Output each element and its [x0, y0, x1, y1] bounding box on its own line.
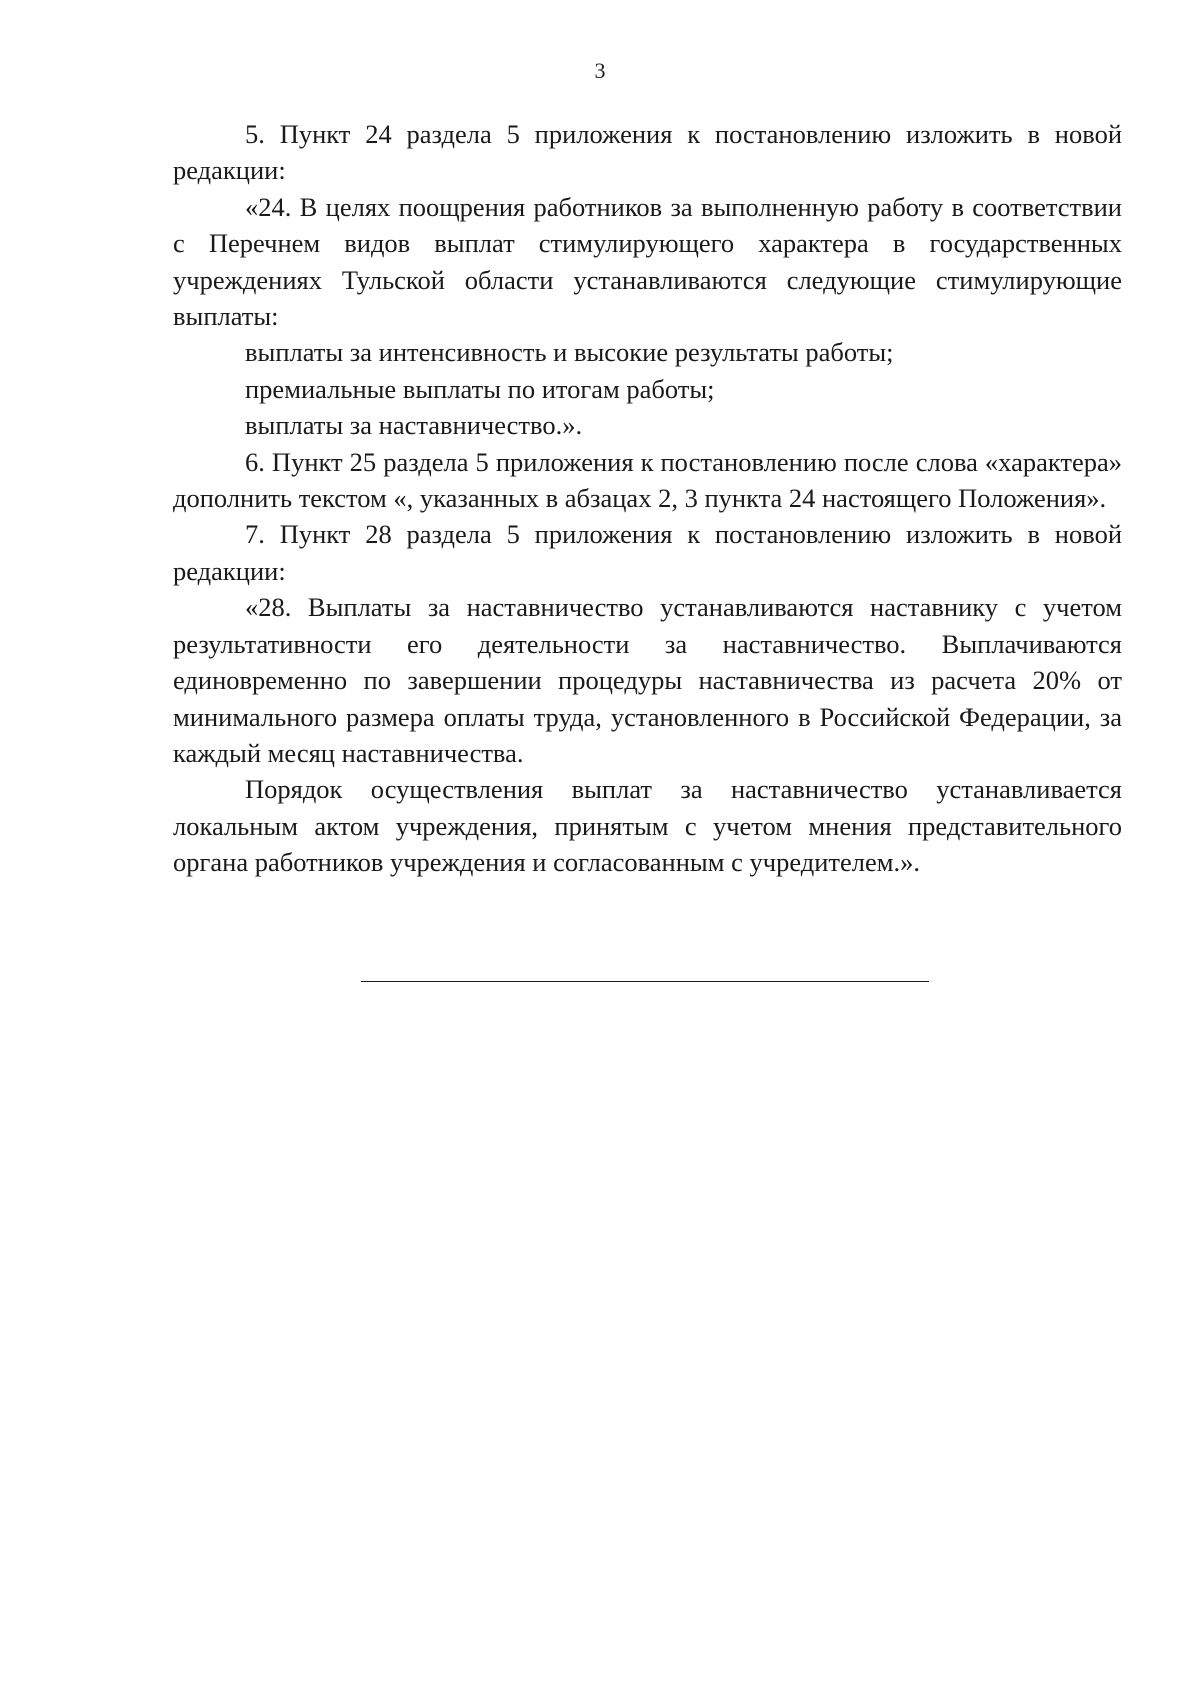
page-number: 3 [594, 58, 606, 83]
list-item-bonus-payments: премиальные выплаты по итогам работы; [245, 373, 715, 404]
paragraph-quote-28: «28. Выплаты за наставничество устанавливаются наставнику с учетом результативности его деятельности за наставничество. Выплачиваются единовременно по завершении процедуры наставничества из расчета 20% от минимального размера оплаты труда, установленного в Российской Федерации, за каждый месяц наставничества. [173, 592, 1122, 768]
list-item-intensity-payments: выплаты за интенсивность и высокие результаты работы; [245, 337, 894, 368]
paragraph-item-6: 6. Пункт 25 раздела 5 приложения к постановлению после слова «характера» дополнить текстом «, указанных в абзацах 2, 3 пункта 24 настоящего Положения». [173, 446, 1122, 514]
paragraph-item-7: 7. Пункт 28 раздела 5 приложения к постановлению изложить в новой редакции: [173, 519, 1122, 586]
paragraph-quote-24: «24. В целях поощрения работников за выполненную работу в соответствии с Перечнем видов выплат стимулирующего характера в государственных учреждениях Тульской области устанавливаются следующие стимулирующие выплаты: [173, 191, 1122, 332]
end-separator-line [361, 981, 929, 982]
paragraph-payment-procedure: Порядок осуществления выплат за наставничество устанавливается локальным актом учреждения, принятым с учетом мнения представительного органа работников учреждения и согласованным с учредителем.». [173, 774, 1122, 878]
list-item-mentorship-payments: выплаты за наставничество.». [245, 410, 583, 441]
paragraph-item-5: 5. Пункт 24 раздела 5 приложения к постановлению изложить в новой редакции: [173, 119, 1122, 186]
document-body [173, 116, 1122, 881]
